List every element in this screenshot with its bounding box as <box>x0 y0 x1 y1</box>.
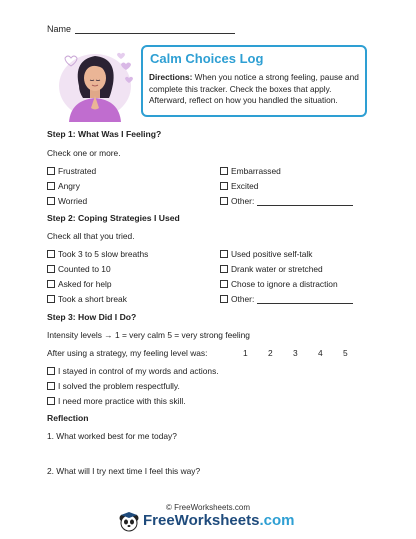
check-solved-problem[interactable]: I solved the problem respectfully. <box>47 381 180 391</box>
scale-1[interactable]: 1 <box>243 348 248 358</box>
checkbox[interactable] <box>220 250 228 258</box>
option-ignore-distraction[interactable]: Chose to ignore a distraction <box>220 279 338 289</box>
option-water-stretch[interactable]: Drank water or stretched <box>220 264 323 274</box>
site-logo <box>118 512 318 532</box>
checkbox[interactable] <box>220 167 228 175</box>
option-asked-help[interactable]: Asked for help <box>47 279 112 289</box>
option-frustrated[interactable]: Frustrated <box>47 166 96 176</box>
option-self-talk[interactable]: Used positive self-talk <box>220 249 312 259</box>
check-stayed-control[interactable]: I stayed in control of my words and actions. <box>47 366 219 376</box>
option-short-break[interactable]: Took a short break <box>47 294 127 304</box>
option-counted[interactable]: Counted to 10 <box>47 264 111 274</box>
scale-5[interactable]: 5 <box>343 348 348 358</box>
option-other-strategy[interactable]: Other: <box>220 294 353 304</box>
reflection-question-1: 1. What worked best for me today? <box>47 431 177 441</box>
directions <box>149 72 363 107</box>
logo-wordmark: FreeWorksheets.com <box>143 512 295 529</box>
footer-copyright[interactable]: © FreeWorksheets.com <box>166 503 250 512</box>
scale-3[interactable]: 3 <box>293 348 298 358</box>
step3-heading: Step 3: How Did I Do? <box>47 312 137 322</box>
checkbox[interactable] <box>220 197 228 205</box>
heart-icon <box>117 53 125 59</box>
intensity-legend: Intensity levels → 1 = very calm 5 = very strong feeling <box>47 330 250 340</box>
checkbox[interactable] <box>47 250 55 258</box>
after-strategy-prompt: After using a strategy, my feeling level was: <box>47 348 208 358</box>
name-field <box>47 24 235 34</box>
step1-instruction: Check one or more. <box>47 148 121 158</box>
worksheet-title: Calm Choices Log <box>150 51 264 66</box>
option-worried[interactable]: Worried <box>47 196 87 206</box>
directions-text: When you notice a strong feeling, pause and complete this tracker. Check the boxes that apply. Afterward, reflect on how you handled the situation. <box>149 72 359 105</box>
step2-instruction: Check all that you tried. <box>47 231 135 241</box>
checkbox[interactable] <box>47 382 55 390</box>
calm-girl-illustration <box>55 44 141 122</box>
checkbox[interactable] <box>47 367 55 375</box>
checkbox[interactable] <box>47 295 55 303</box>
scale-2[interactable]: 2 <box>268 348 273 358</box>
name-input-line[interactable] <box>75 25 235 34</box>
checkbox[interactable] <box>220 280 228 288</box>
checkbox[interactable] <box>220 295 228 303</box>
checkbox[interactable] <box>47 167 55 175</box>
step2-heading: Step 2: Coping Strategies I Used <box>47 213 180 223</box>
checkbox[interactable] <box>220 265 228 273</box>
title-card <box>141 45 367 117</box>
reflection-heading: Reflection <box>47 413 89 423</box>
checkbox[interactable] <box>47 280 55 288</box>
option-other-feeling[interactable]: Other: <box>220 196 353 206</box>
directions-label: Directions: <box>149 72 193 82</box>
option-excited[interactable]: Excited <box>220 181 258 191</box>
step1-heading: Step 1: What Was I Feeling? <box>47 129 162 139</box>
name-label: Name <box>47 24 72 34</box>
option-embarrassed[interactable]: Embarrassed <box>220 166 281 176</box>
checkbox[interactable] <box>47 265 55 273</box>
panda-icon <box>118 512 140 532</box>
check-need-practice[interactable]: I need more practice with this skill. <box>47 396 186 406</box>
checkbox[interactable] <box>220 182 228 190</box>
checkbox[interactable] <box>47 197 55 205</box>
option-slow-breaths[interactable]: Took 3 to 5 slow breaths <box>47 249 148 259</box>
other-input-line[interactable] <box>257 198 353 206</box>
option-angry[interactable]: Angry <box>47 181 80 191</box>
checkbox[interactable] <box>47 397 55 405</box>
checkbox[interactable] <box>47 182 55 190</box>
reflection-question-2: 2. What will I try next time I feel this way? <box>47 466 201 476</box>
other-input-line[interactable] <box>257 296 353 304</box>
scale-4[interactable]: 4 <box>318 348 323 358</box>
